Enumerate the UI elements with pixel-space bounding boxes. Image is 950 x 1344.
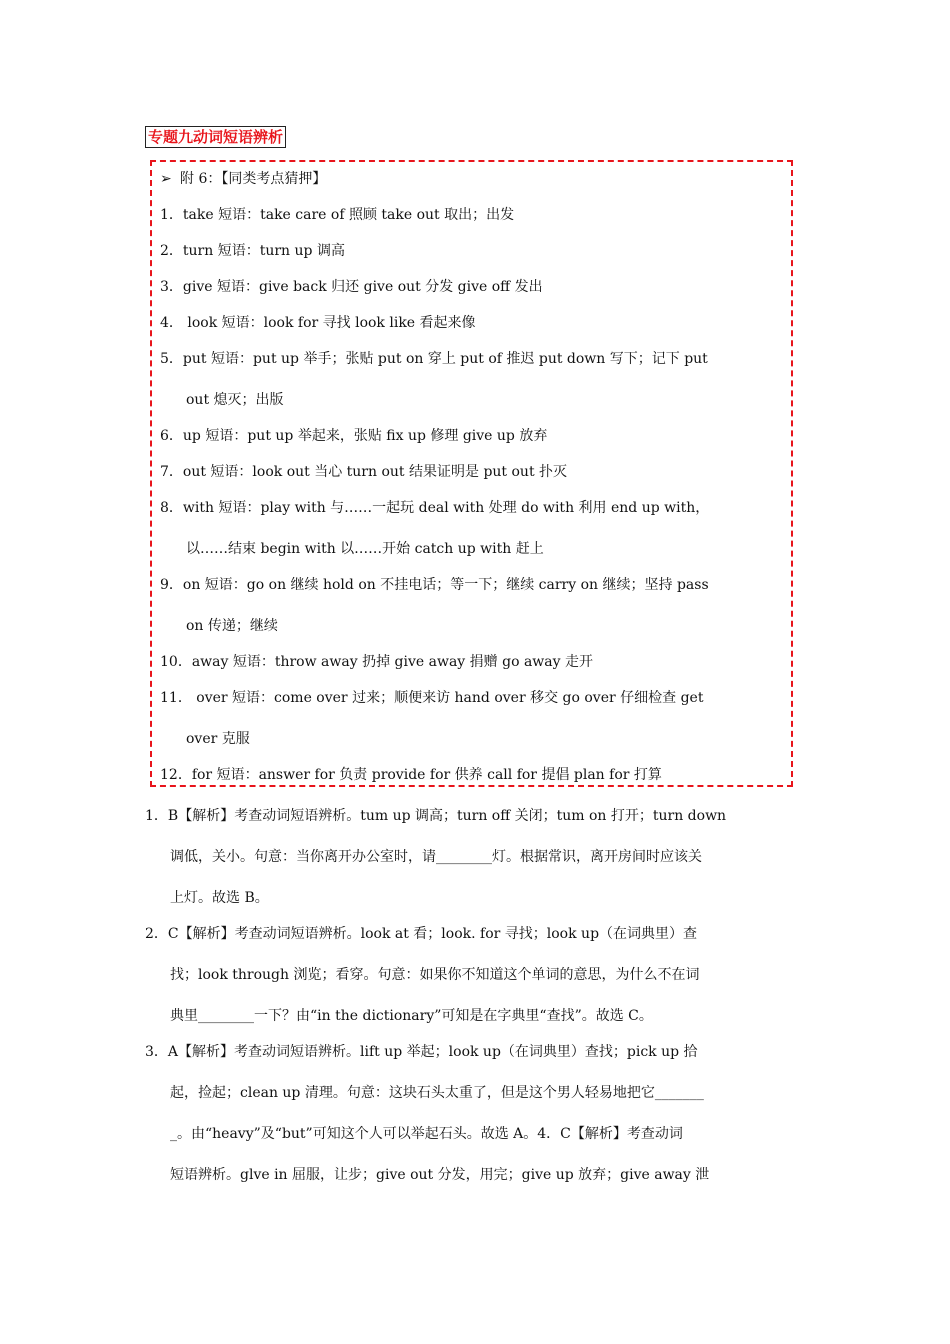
phrase-line-continued: out 熄灭；出版 — [186, 392, 284, 408]
box-heading-text: 附 6：【同类考点猜押】 — [180, 171, 327, 187]
phrase-line: 3．give 短语：give back 归还 give out 分发 give off 发出 — [160, 279, 543, 295]
answer-line: 3．A【解析】考查动词短语辨析。lift up 举起；look up（在词典里）查找；pick up 拾 — [145, 1044, 698, 1060]
phrase-line: 2．turn 短语：turn up 调高 — [160, 243, 345, 259]
answer-line: 2．C【解析】考查动词短语辨析。look at 看；look. for 寻找；look up（在词典里）查 — [145, 926, 698, 942]
phrase-line: 7．out 短语：look out 当心 turn out 结果证明是 put out 扑灭 — [160, 464, 568, 480]
answer-line: 短语辨析。glve in 屈服，让步；give out 分发，用完；give up 放弃；give away 泄 — [170, 1167, 710, 1183]
answer-line: 起，捡起；clean up 清理。句意：这块石头太重了，但是这个男人轻易地把它_______ — [170, 1085, 704, 1101]
phrase-line-continued: over 克服 — [186, 731, 250, 747]
phrase-line: 9．on 短语：go on 继续 hold on 不挂电话；等一下；继续 carry on 继续；坚持 pass — [160, 577, 709, 593]
answer-line: 1．B【解析】考查动词短语辨析。tum up 调高；turn off 关闭；tum on 打开；turn down — [145, 808, 727, 824]
phrase-line: 4． look 短语：look for 寻找 look like 看起来像 — [160, 315, 476, 331]
phrase-line: 6．up 短语：put up 举起来，张贴 fix up 修理 give up 放弃 — [160, 428, 548, 444]
phrase-line-continued: 以……结束 begin with 以……开始 catch up with 赶上 — [186, 541, 544, 557]
answer-line: _。由“heavy”及“but”可知这个人可以举起石头。故选 A。4．C【解析】考查动词 — [170, 1126, 683, 1142]
answer-line: 上灯。故选 B。 — [170, 890, 269, 906]
answer-line: 调低，关小。句意：当你离开办公室时，请________灯。根据常识，离开房间时应该关 — [170, 849, 702, 865]
phrase-line: 12．for 短语：answer for 负责 provide for 供养 call for 提倡 plan for 打算 — [160, 767, 662, 783]
phrase-line: 11． over 短语：come over 过来；顺便来访 hand over 移交 go over 仔细检查 get — [160, 690, 704, 706]
phrase-line: 10．away 短语：throw away 扔掉 give away 捐赠 go away 走开 — [160, 654, 593, 670]
phrase-line-continued: on 传递；继续 — [186, 618, 278, 634]
phrase-line: 8．with 短语：play with 与……一起玩 deal with 处理 do with 利用 end up with， — [160, 500, 710, 516]
box-heading — [160, 169, 326, 189]
page-title: 专题九动词短语辨析 — [145, 126, 286, 148]
answer-line: 找；look through 浏览；看穿。句意：如果你不知道这个单词的意思，为什么不在词 — [170, 967, 700, 983]
answer-line: 典里________一下？由“in the dictionary”可知是在字典里“查找”。故选 C。 — [170, 1008, 653, 1024]
arrow-bullet-icon: ➢ — [160, 171, 172, 187]
phrase-line: 1．take 短语：take care of 照顾 take out 取出；出发 — [160, 207, 515, 223]
phrase-line: 5．put 短语：put up 举手；张贴 put on 穿上 put of 推迟 put down 写下；记下 put — [160, 351, 708, 367]
